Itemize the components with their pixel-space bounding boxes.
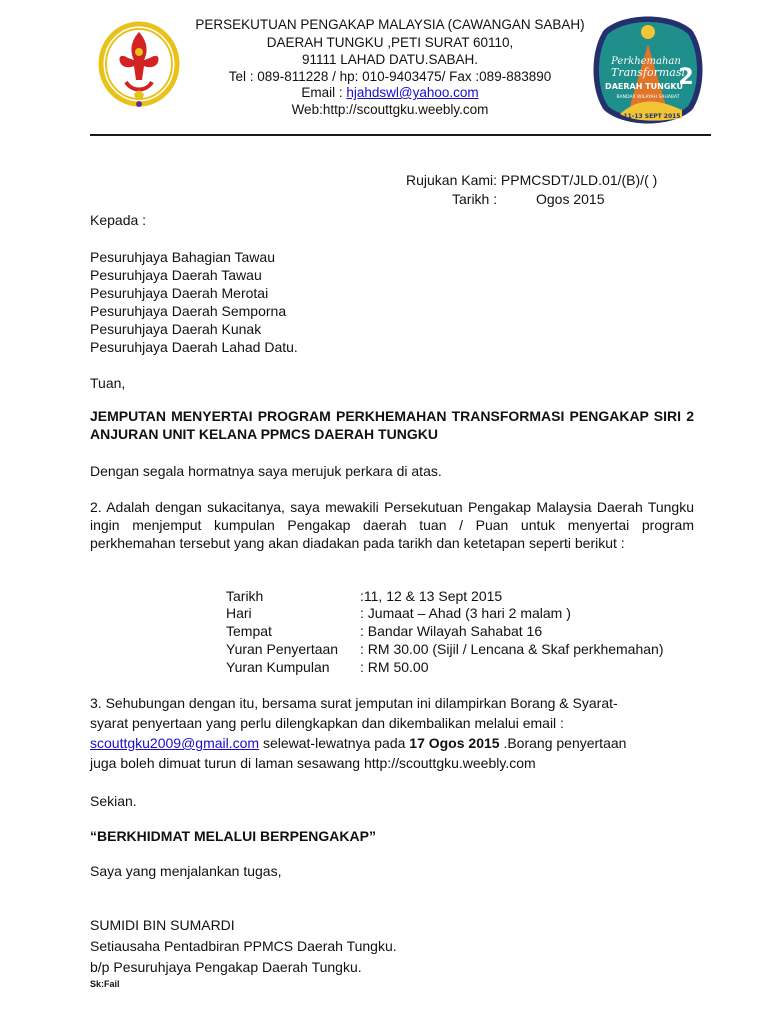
badge-text-line1: Perkhemahan xyxy=(611,56,681,67)
salutation: Tuan, xyxy=(90,375,126,391)
recipient-4: Pesuruhjaya Daerah Semporna xyxy=(90,303,287,319)
signatory-name: SUMIDI BIN SUMARDI xyxy=(90,917,235,933)
letterhead-line-2: DAERAH TUNGKU ,PETI SURAT 60110, xyxy=(266,35,514,50)
detail-row-tempat xyxy=(226,622,542,640)
paragraph-3-line-2: syarat penyertaan yang perlu dilengkapkan dan dikembalikan melalui email : xyxy=(90,715,564,731)
detail-row-tarikh xyxy=(226,587,502,605)
email-label: Email : xyxy=(301,85,347,100)
paragraph-3-line-3 xyxy=(90,734,694,752)
detail-value: : Jumaat – Ahad (3 hari 2 malam ) xyxy=(360,605,571,621)
recipient-1: Pesuruhjaya Bahagian Tawau xyxy=(90,249,275,265)
badge-text-line4: BANDAR WILAYAH SAHABAT xyxy=(616,95,680,100)
letterhead-email xyxy=(150,84,630,102)
detail-row-hari xyxy=(226,604,571,622)
badge-number: 2 xyxy=(678,65,694,90)
detail-label: Tarikh xyxy=(226,588,264,604)
recipient-2: Pesuruhjaya Daerah Tawau xyxy=(90,267,262,283)
closing: Sekian. xyxy=(90,793,137,809)
deadline-date: 17 Ogos 2015 xyxy=(409,735,500,751)
detail-value: : Bandar Wilayah Sahabat 16 xyxy=(360,623,543,639)
detail-row-yuran-penyertaan xyxy=(226,640,664,658)
detail-row-yuran-kumpulan xyxy=(226,658,428,676)
deadline-prefix: selewat-lewatnya pada xyxy=(259,735,410,751)
letterhead-line-3: 91111 LAHAD DATU.SABAH. xyxy=(301,52,479,67)
letterhead-web: Web:http://scouttgku.weebly.com xyxy=(291,102,489,117)
detail-label: Yuran Kumpulan xyxy=(226,659,330,675)
subject-heading: JEMPUTAN MENYERTAI PROGRAM PERKHEMAHAN TRANSFORMASI PENGAKAP SIRI 2 ANJURAN UNIT KELANA PPMCS DAERAH TUNGKU xyxy=(90,408,694,442)
detail-value: : RM 50.00 xyxy=(360,659,429,675)
kepada-label: Kepada : xyxy=(90,212,147,228)
recipient-5: Pesuruhjaya Daerah Kunak xyxy=(90,321,262,337)
paragraph-3-line-1: 3. Sehubungan dengan itu, bersama surat jemputan ini dilampirkan Borang & Syarat- xyxy=(90,695,618,711)
badge-text-line2: Transformasi xyxy=(611,66,685,79)
registration-email-link[interactable]: scouttgku2009@gmail.com xyxy=(90,735,260,751)
date-value: Ogos 2015 xyxy=(536,191,605,207)
detail-value: :11, 12 & 13 Sept 2015 xyxy=(360,588,503,604)
paragraph-1: Dengan segala hormatnya saya merujuk perkara di atas. xyxy=(90,463,442,479)
badge-date: 11-13 SEPT 2015 xyxy=(623,113,681,120)
cc-note: Sk:Fail xyxy=(90,979,120,989)
detail-label: Hari xyxy=(226,605,252,621)
badge-text-line3: DAERAH TUNGKU xyxy=(605,82,683,91)
header-email-link[interactable]: hjahdswl@yahoo.com xyxy=(346,85,479,100)
header-divider xyxy=(90,134,711,136)
signatory-behalf: b/p Pesuruhjaya Pengakap Daerah Tungku. xyxy=(90,959,362,975)
detail-value: : RM 30.00 (Sijil / Lencana & Skaf perkhemahan) xyxy=(360,641,664,657)
date-label: Tarikh : xyxy=(452,191,498,207)
recipient-3: Pesuruhjaya Daerah Merotai xyxy=(90,285,269,301)
paragraph-3-line-4: juga boleh dimuat turun di laman sesawang http://scouttgku.weebly.com xyxy=(90,755,536,771)
signatory-title: Setiausaha Pentadbiran PPMCS Daerah Tungku. xyxy=(90,938,397,954)
letterhead-line-4: Tel : 089-811228 / hp: 010-9403475/ Fax :089-883890 xyxy=(228,69,552,84)
letterhead-line-1: PERSEKUTUAN PENGAKAP MALAYSIA (CAWANGAN SABAH) xyxy=(195,17,585,32)
detail-label: Yuran Penyertaan xyxy=(226,641,339,657)
detail-label: Tempat xyxy=(226,623,272,639)
paragraph-2: 2. Adalah dengan sukacitanya, saya mewakili Persekutuan Pengakap Malaysia Daerah Tungku ingin menjemput kumpulan Pengakap daerah tuan / Puan untuk menyertai program perkhemahan tersebut yang akan diadakan pada tarikh dan ketetapan seperti berikut : xyxy=(90,499,694,551)
deadline-suffix: .Borang penyertaan xyxy=(499,735,627,751)
reference-date xyxy=(452,191,605,207)
motto: “BERKHIDMAT MELALUI BERPENGAKAP” xyxy=(90,828,376,844)
reference-number: Rujukan Kami: PPMCSDT/JLD.01/(B)/( ) xyxy=(406,172,658,188)
recipient-6: Pesuruhjaya Daerah Lahad Datu. xyxy=(90,339,298,355)
duty-line: Saya yang menjalankan tugas, xyxy=(90,863,282,879)
